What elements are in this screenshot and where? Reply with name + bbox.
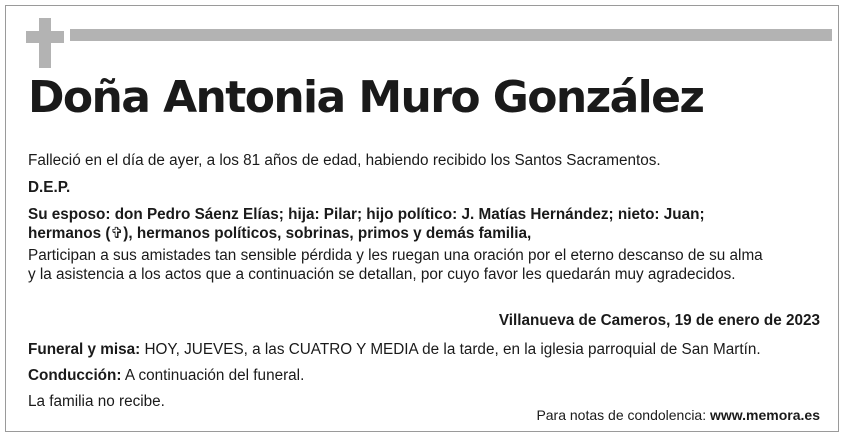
obituary-card (5, 5, 839, 432)
condolence-footer (536, 407, 820, 423)
condolence-label: Para notas de condolencia: (536, 407, 711, 423)
message-line-2: y la asistencia a los actos que a continuación se detallan, por cuyo favor les quedarán muy agradecidos. (28, 266, 736, 283)
funeral-info (28, 340, 761, 359)
family-line-1: Su esposo: don Pedro Sáenz Elías; hija: Pilar; hijo político: J. Matías Hernández; nieto: Juan; (28, 206, 705, 223)
cross-icon (26, 18, 64, 68)
condolence-link[interactable]: www.memora.es (710, 407, 820, 423)
family-line-2: hermanos (✞), hermanos políticos, sobrinas, primos y demás familia, (28, 225, 532, 242)
place-date: Villanueva de Cameros, 19 de enero de 2023 (498, 312, 820, 329)
conduccion-text: A continuación del funeral. (121, 367, 305, 384)
header-bar (70, 29, 832, 41)
conduccion-info (28, 366, 304, 385)
deceased-name: Doña Antonia Muro González (28, 72, 704, 123)
conduccion-label: Conducción: (28, 367, 122, 384)
funeral-label: Funeral y misa: (28, 341, 141, 358)
no-recibe-text: La familia no recibe. (28, 393, 165, 410)
dep-text: D.E.P. (28, 179, 71, 196)
intro-text: Falleció en el día de ayer, a los 81 años de edad, habiendo recibido los Santos Sacramentos. (28, 152, 661, 169)
message-line-1: Participan a sus amistades tan sensible pérdida y les ruegan una oración por el eterno descanso de su alma (28, 247, 763, 264)
funeral-text: HOY, JUEVES, a las CUATRO Y MEDIA de la tarde, en la iglesia parroquial de San Martín. (140, 341, 761, 358)
